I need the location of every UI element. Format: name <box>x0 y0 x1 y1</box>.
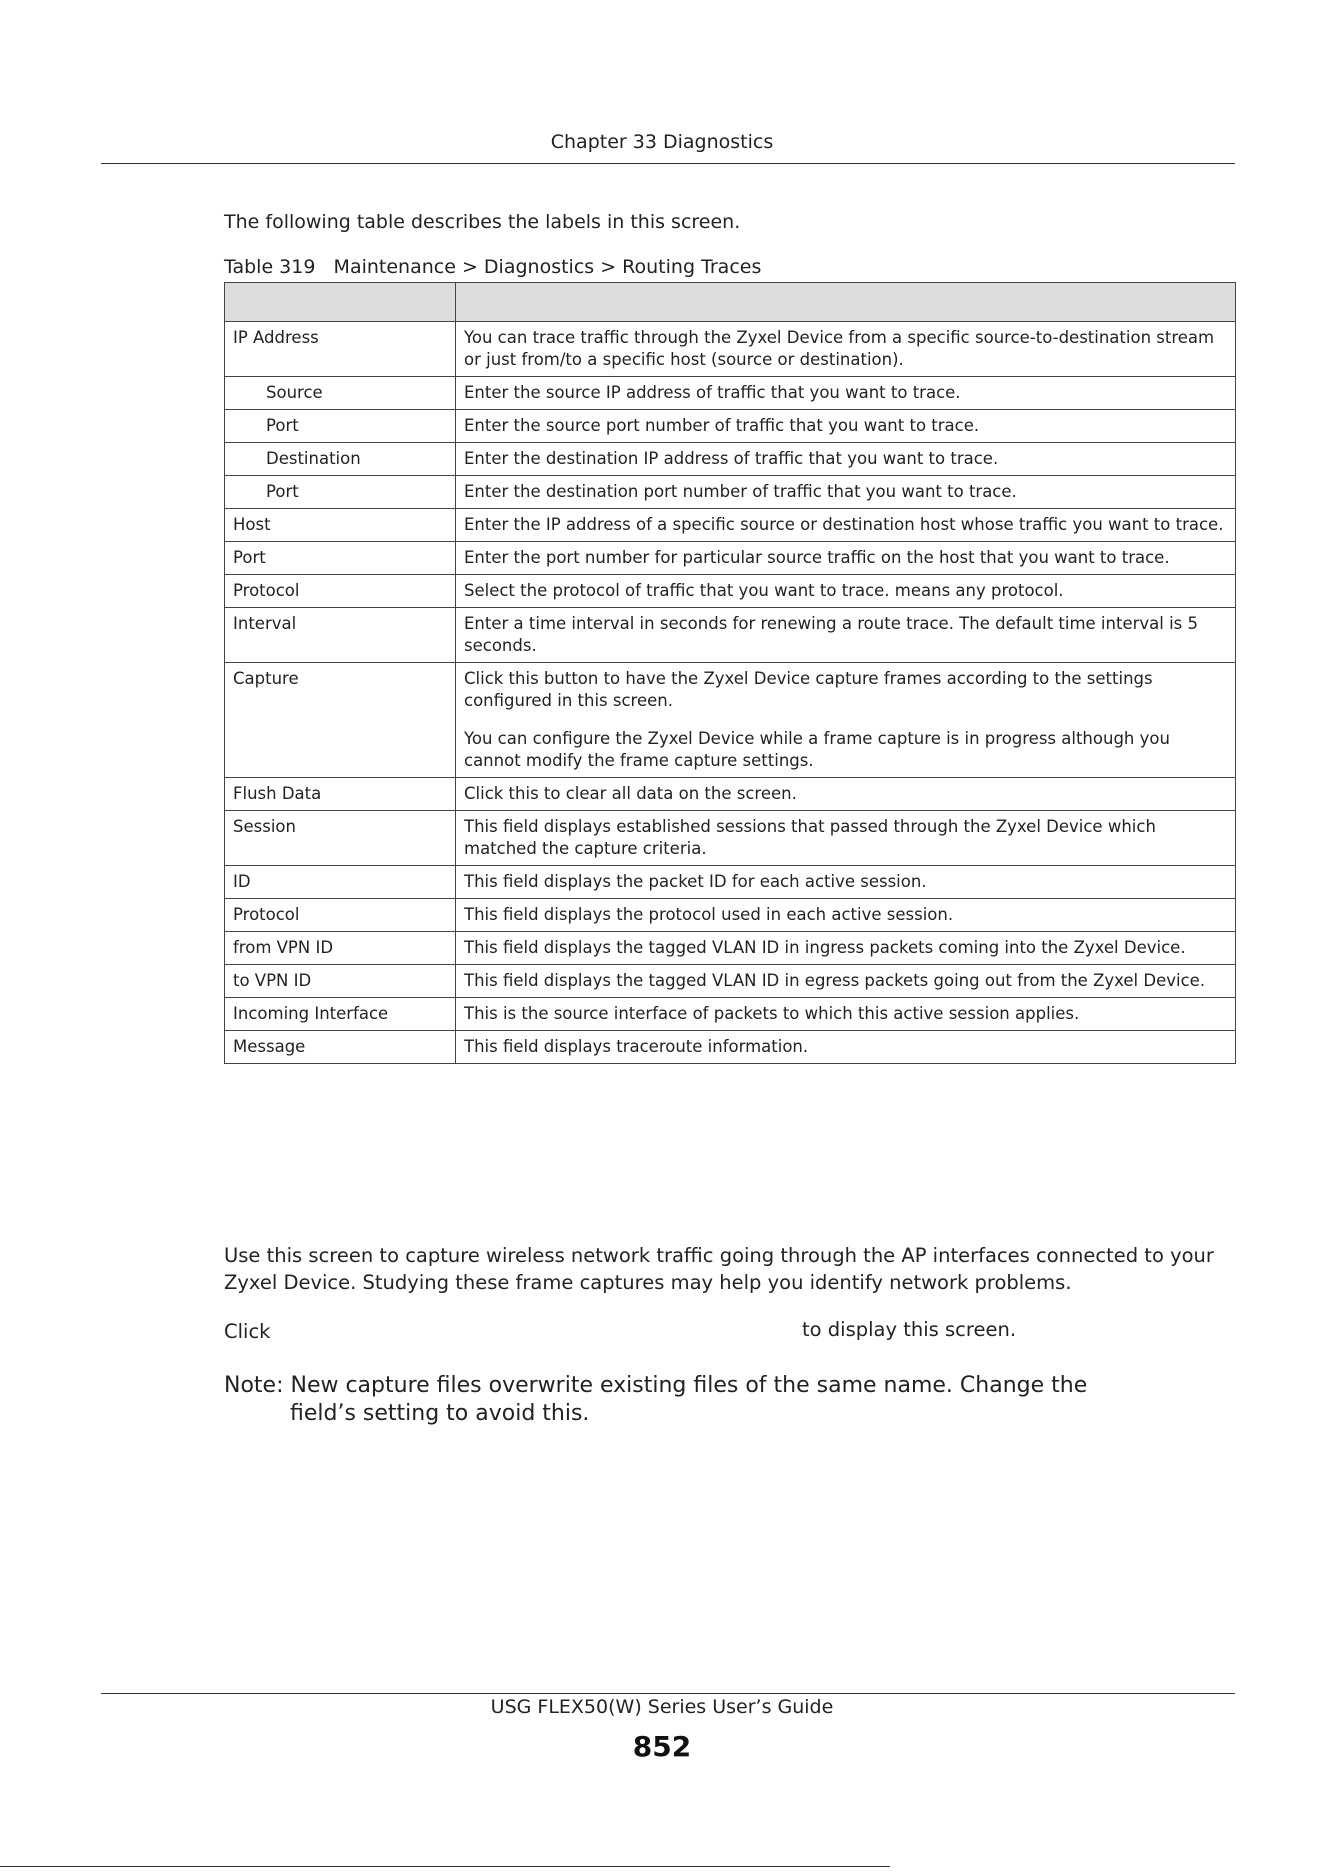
description-paragraph: Enter the destination IP address of traffic that you want to trace. <box>464 449 999 468</box>
chapter-header: Chapter 33 Diagnostics <box>550 131 774 153</box>
row-label: Source <box>225 377 456 410</box>
table-row <box>225 932 1236 965</box>
row-label: Session <box>225 811 456 866</box>
row-description <box>456 608 1236 663</box>
header-cell-label <box>225 283 456 322</box>
description-paragraph: Enter the source port number of traffic that you want to trace. <box>464 416 980 435</box>
row-label: ID <box>225 866 456 899</box>
description-paragraph: This is the source interface of packets to which this active session applies. <box>464 1004 1080 1023</box>
table-row <box>225 322 1236 377</box>
description-paragraph: Enter the IP address of a specific source or destination host whose traffic you want to trace. <box>464 515 1224 534</box>
description-paragraph: This field displays established sessions that passed through the Zyxel Device which matched the capture criteria. <box>464 817 1156 858</box>
table-row <box>225 476 1236 509</box>
row-label: from VPN ID <box>225 932 456 965</box>
table-row <box>225 778 1236 811</box>
description-paragraph: This field displays the tagged VLAN ID in egress packets going out from the Zyxel Device. <box>464 971 1206 990</box>
table-row <box>225 509 1236 542</box>
note-line-1: Note: New capture files overwrite existing files of the same name. Change the <box>224 1373 1088 1398</box>
table-caption: Table 319 Maintenance > Diagnostics > Routing Traces <box>224 256 762 278</box>
description-paragraph: Enter the source IP address of traffic that you want to trace. <box>464 383 961 402</box>
intro-text: The following table describes the labels in this screen. <box>224 211 741 233</box>
description-paragraph: You can configure the Zyxel Device while a frame capture is in progress although you cannot modify the frame capture settings. <box>464 729 1170 770</box>
row-label: to VPN ID <box>225 965 456 998</box>
table-row <box>225 998 1236 1031</box>
row-description <box>456 778 1236 811</box>
row-label: Message <box>225 1031 456 1064</box>
row-description <box>456 965 1236 998</box>
description-paragraph: You can trace traffic through the Zyxel Device from a specific source-to-destination stream or just from/to a specific host (source or destination). <box>464 328 1215 369</box>
footer-guide-title: USG FLEX50(W) Series User’s Guide <box>490 1696 834 1718</box>
row-label: Destination <box>225 443 456 476</box>
table-body <box>225 322 1236 1064</box>
header-rule <box>101 163 1235 164</box>
footer-rule <box>101 1693 1235 1694</box>
table-row <box>225 377 1236 410</box>
row-label: Port <box>225 476 456 509</box>
row-description <box>456 1031 1236 1064</box>
description-paragraph: Click this to clear all data on the screen. <box>464 784 797 803</box>
row-description <box>456 932 1236 965</box>
header-cell-description <box>456 283 1236 322</box>
row-description <box>456 443 1236 476</box>
row-label: Protocol <box>225 575 456 608</box>
row-label: Incoming Interface <box>225 998 456 1031</box>
description-paragraph: Enter the port number for particular source traffic on the host that you want to trace. <box>464 548 1170 567</box>
description-paragraph: Enter a time interval in seconds for renewing a route trace. The default time interval is 5 seconds. <box>464 614 1199 655</box>
table-row <box>225 866 1236 899</box>
table-row <box>225 663 1236 778</box>
row-label: IP Address <box>225 322 456 377</box>
row-label: Interval <box>225 608 456 663</box>
table-row <box>225 899 1236 932</box>
row-description <box>456 322 1236 377</box>
description-table <box>224 282 1236 1064</box>
row-label: Flush Data <box>225 778 456 811</box>
row-label: Capture <box>225 663 456 778</box>
row-description <box>456 899 1236 932</box>
table-row <box>225 410 1236 443</box>
description-paragraph: This field displays the packet ID for each active session. <box>464 872 927 891</box>
row-description <box>456 811 1236 866</box>
description-paragraph: This field displays the protocol used in each active session. <box>464 905 954 924</box>
row-label: Port <box>225 410 456 443</box>
row-description <box>456 998 1236 1031</box>
row-description <box>456 866 1236 899</box>
body-paragraph: Use this screen to capture wireless network traffic going through the AP interfaces connected to your Zyxel Device. Studying these frame captures may help you identify network problems. <box>224 1244 1214 1294</box>
row-description <box>456 509 1236 542</box>
description-paragraph: This field displays traceroute information. <box>464 1037 809 1056</box>
row-description <box>456 663 1236 778</box>
table-row <box>225 443 1236 476</box>
description-paragraph: Select the protocol of traffic that you want to trace. means any protocol. <box>464 581 1064 600</box>
row-label: Port <box>225 542 456 575</box>
row-description <box>456 575 1236 608</box>
table-row <box>225 542 1236 575</box>
description-paragraph: Click this button to have the Zyxel Device capture frames according to the settings configured in this screen. <box>464 669 1153 710</box>
description-paragraph: This field displays the tagged VLAN ID in ingress packets coming into the Zyxel Device. <box>464 938 1186 957</box>
table-row <box>225 965 1236 998</box>
table-row <box>225 811 1236 866</box>
click-instruction-end: to display this screen. <box>802 1318 1017 1341</box>
row-label: Host <box>225 509 456 542</box>
table-row <box>225 1031 1236 1064</box>
note-block <box>224 1372 1087 1428</box>
bottom-edge-rule <box>0 1866 890 1867</box>
click-instruction-start: Click <box>224 1320 271 1343</box>
row-label: Protocol <box>225 899 456 932</box>
row-description <box>456 410 1236 443</box>
row-description <box>456 476 1236 509</box>
table-header-row <box>225 283 1236 322</box>
description-paragraph: Enter the destination port number of traffic that you want to trace. <box>464 482 1017 501</box>
row-description <box>456 377 1236 410</box>
table-row <box>225 608 1236 663</box>
table-row <box>225 575 1236 608</box>
row-description <box>456 542 1236 575</box>
note-line-2: field’s setting to avoid this. <box>290 1401 590 1426</box>
page-number: 852 <box>632 1730 692 1763</box>
